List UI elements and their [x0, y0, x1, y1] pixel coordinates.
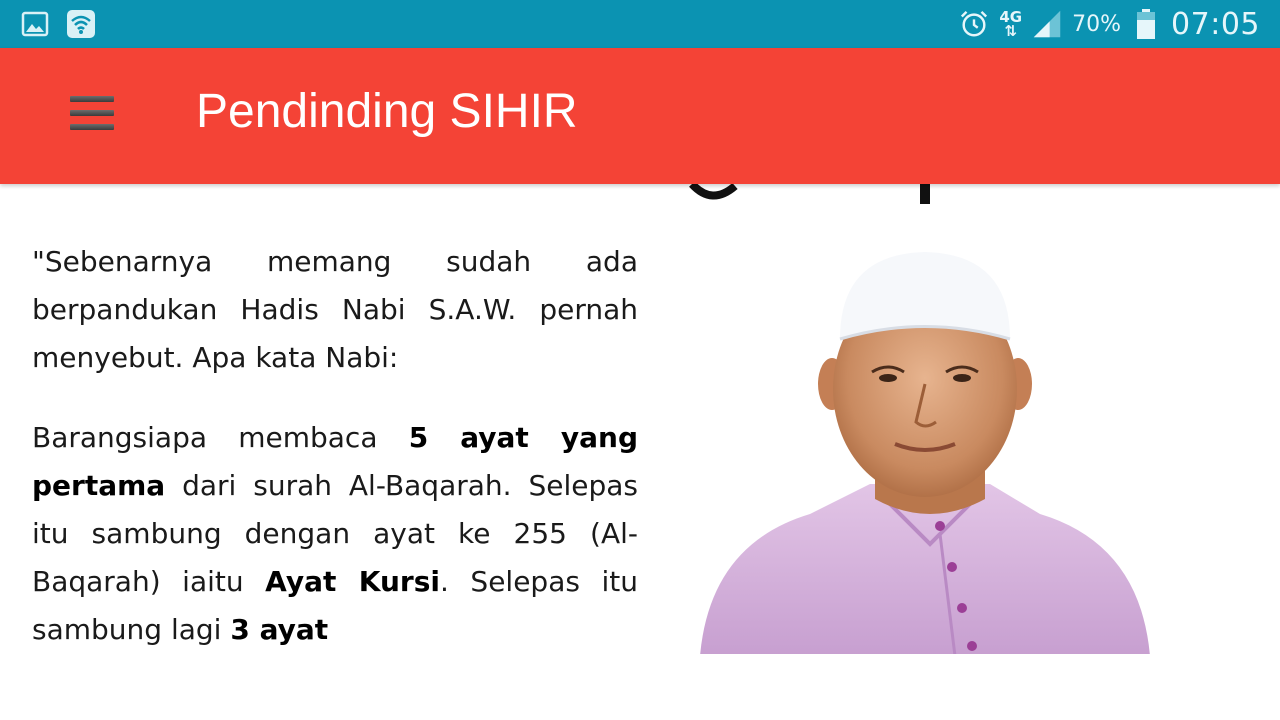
alarm-icon [959, 9, 989, 39]
battery-percent: 70% [1072, 11, 1122, 37]
status-notifications [20, 8, 96, 40]
bold-segment-3-verses: 3 ayat [230, 613, 329, 646]
page-title: Pendinding SIHIR [196, 85, 578, 138]
wifi-icon [66, 9, 96, 39]
network-label: 4G [999, 8, 1023, 26]
paragraph-intro: "Sebenarnya memang sudah ada berpandukan Hadis Nabi S.A.W. pernah menyebut. Apa kata Nabi: [32, 245, 638, 374]
gallery-icon [20, 9, 50, 39]
paragraph-instructions [32, 414, 638, 654]
article-content[interactable] [0, 184, 1280, 654]
network-4g-icon: 4G ⇅ [999, 8, 1023, 40]
hamburger-menu-icon[interactable] [68, 94, 114, 132]
app-bar [0, 48, 1280, 184]
bold-segment-ayat-kursi: Ayat Kursi [265, 565, 440, 598]
heading-fragment [0, 184, 1280, 219]
signal-icon [1032, 9, 1062, 39]
status-bar [0, 0, 1280, 48]
battery-icon [1131, 9, 1161, 39]
article-text [32, 238, 638, 654]
clock: 07:05 [1171, 6, 1260, 42]
bold-segment-first-verses: 5 ayat yang pertama [32, 421, 638, 502]
status-system [959, 4, 1260, 44]
text-segment: . Selepas itu sambung lagi [32, 565, 638, 646]
text-segment: Barangsiapa membaca [32, 421, 409, 454]
portrait-photo [690, 244, 1160, 654]
text-segment: dari surah Al-Baqarah. Selepas itu sambung dengan ayat ke 255 (Al-Baqarah) iaitu [32, 469, 638, 598]
